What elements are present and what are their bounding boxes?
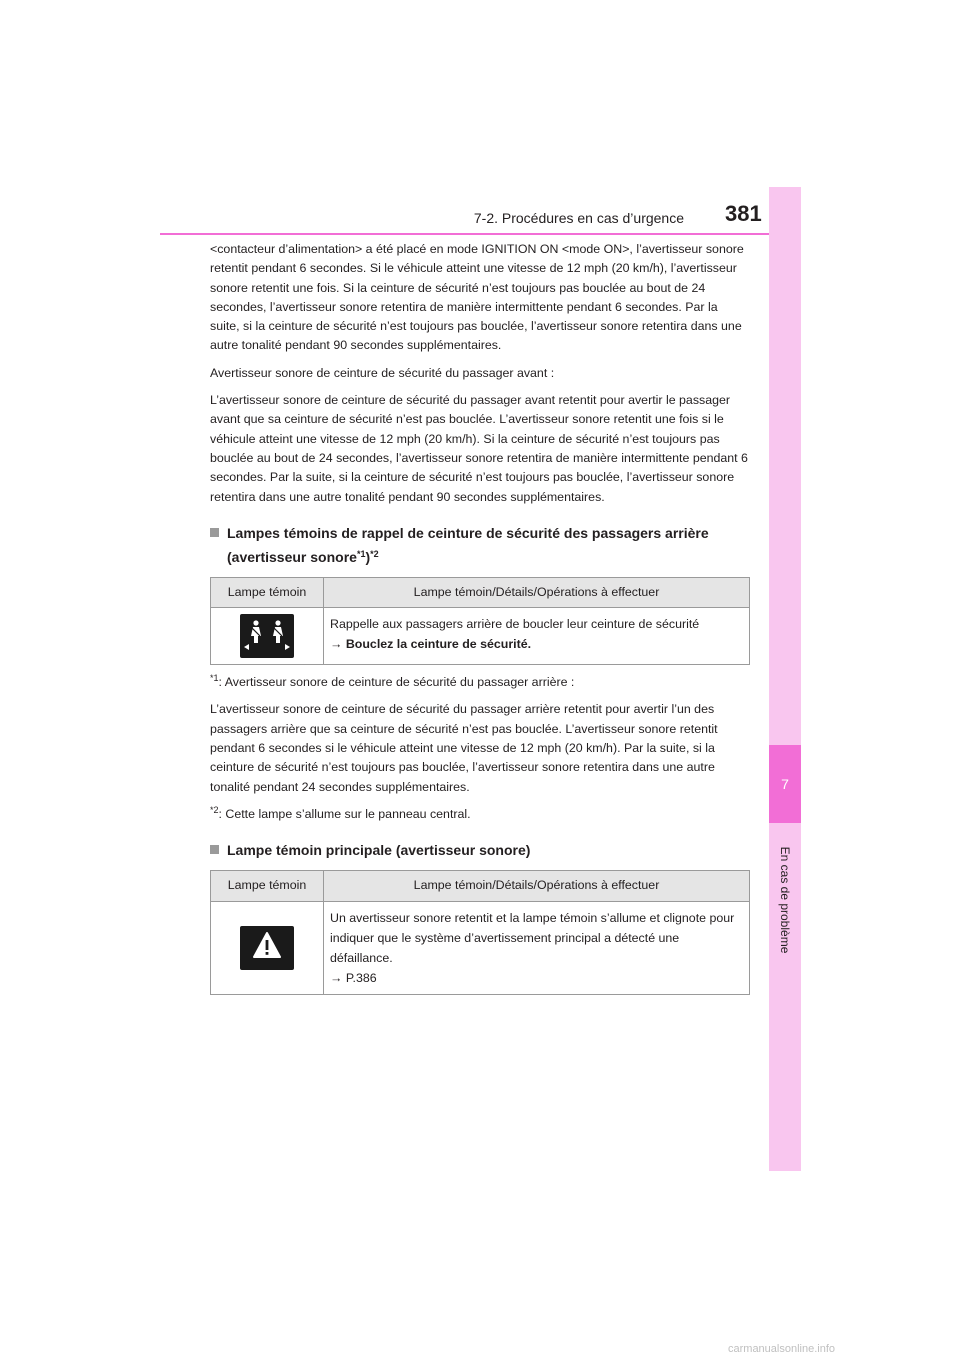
warning-table — [210, 577, 750, 665]
action-text: Bouclez la ceinture de sécurité. — [345, 637, 532, 652]
heading-line1: Lampes témoins de rappel de ceinture de sécurité des passagers arrière — [227, 524, 709, 541]
table-icon-cell — [211, 901, 324, 994]
section-heading — [210, 838, 750, 862]
table-desc-cell — [324, 901, 750, 994]
table-row — [211, 901, 750, 994]
paragraph: L’avertisseur sonore de ceinture de sécurité du passager avant retentit pour avertir le passager avant que sa ceinture de sécurité n’est pas bouclée. L’avertisseur sonore retentit une fois si le véhicule atteint une vitesse de 12 mph (20 km/h). Si la ceinture de sécurité n’est toujours pas bouclée au bout de 24 secondes, l’avertisseur sonore retentira de manière intermittente pendant 6 secondes. Par la suite, si la ceinture de sécurité n’est toujours pas bouclée, l’avertisseur sonore retentira dans une autre tonalité pendant 90 secondes supplémentaires. — [210, 393, 748, 504]
chapter-tab-label-box — [771, 845, 799, 955]
page-reference-link[interactable]: P.386 — [345, 970, 377, 985]
footnote-mark: *1 — [210, 673, 219, 684]
paragraph: Avertisseur sonore de ceinture de sécurité du passager avant : — [210, 365, 555, 380]
footnote-text: : Avertisseur sonore de ceinture de sécurité du passager arrière : — [218, 675, 575, 690]
heading-text: Lampe témoin principale (avertisseur sonore) — [227, 842, 531, 859]
table-header-cell: Lampe témoin/Détails/Opérations à effectuer — [324, 577, 750, 607]
section-heading — [210, 521, 750, 569]
chapter-tab-label: En cas de problème — [778, 846, 792, 954]
arrow-icon: → — [330, 637, 343, 652]
footnote-ref: *1 — [356, 548, 366, 559]
warning-description: Un avertisseur sonore retentit et la lampe témoin s’allume et clignote pour indiquer que le système d’avertissement principal a détecté une défaillance. — [330, 910, 735, 965]
paragraph: <contacteur d’alimentation> a été placé en mode IGNITION ON <mode ON>, l’avertisseur sonore retentit pendant 6 secondes. Si le véhicule atteint une vitesse de 12 mph (20 km/h), l’avertisseur sonore retentit une fois. Si la ceinture de sécurité n’est toujours pas bouclée au bout de 24 secondes, l’avertisseur sonore retentira de manière intermittente pendant 6 secondes. Par la suite, si la ceinture de sécurité n’est toujours pas bouclée, l’avertisseur sonore retentira dans une autre tonalité pendant 90 secondes supplémentaires. — [210, 242, 744, 353]
chapter-tab-number: 7 — [769, 745, 801, 823]
rear-seatbelt-reminder-icon — [240, 614, 294, 658]
watermark-text: carmanualsonline.info — [728, 1343, 836, 1355]
header-rule — [160, 233, 769, 235]
footnote-ref: *2 — [370, 548, 379, 559]
table-header-cell: Lampe témoin — [211, 871, 324, 901]
footnote-mark: *2 — [210, 804, 219, 815]
section-title: 7-2. Procédures en cas d’urgence — [473, 210, 684, 226]
arrow-icon: → — [330, 970, 343, 985]
warning-description: Rappelle aux passagers arrière de boucler leur ceinture de sécurité — [330, 617, 700, 632]
table-icon-cell — [211, 608, 324, 665]
heading-line2: (avertisseur sonore — [227, 548, 357, 565]
heading-paren: ) — [365, 548, 371, 565]
footnote-text: : Cette lampe s’allume sur le panneau central. — [218, 806, 471, 821]
table-row — [211, 608, 750, 665]
table-header-cell: Lampe témoin/Détails/Opérations à effectuer — [324, 871, 750, 901]
chapter-sidebar — [769, 187, 801, 1171]
square-bullet-icon — [210, 528, 219, 537]
table-desc-cell — [324, 608, 750, 665]
page-number: 381 — [725, 201, 762, 226]
page-body — [210, 240, 750, 1003]
paragraph: L’avertisseur sonore de ceinture de sécurité du passager arrière retentit pour avertir l’un des passagers arrière que sa ceinture de sécurité n’est pas bouclée. L’avertisseur sonore retentit pendant 6 secondes si le véhicule atteint une vitesse de 12 mph (20 km/h). Par la suite, si la ceinture de sécurité n’est toujours pas bouclée, l’avertisseur sonore retentira dans une autre tonalité pendant 24 secondes supplémentaires. — [210, 702, 718, 794]
master-warning-icon — [240, 926, 294, 970]
table-header-cell: Lampe témoin — [211, 577, 324, 607]
warning-table — [210, 870, 750, 994]
footnote — [210, 805, 750, 824]
square-bullet-icon — [210, 845, 219, 854]
footnote — [210, 673, 750, 692]
